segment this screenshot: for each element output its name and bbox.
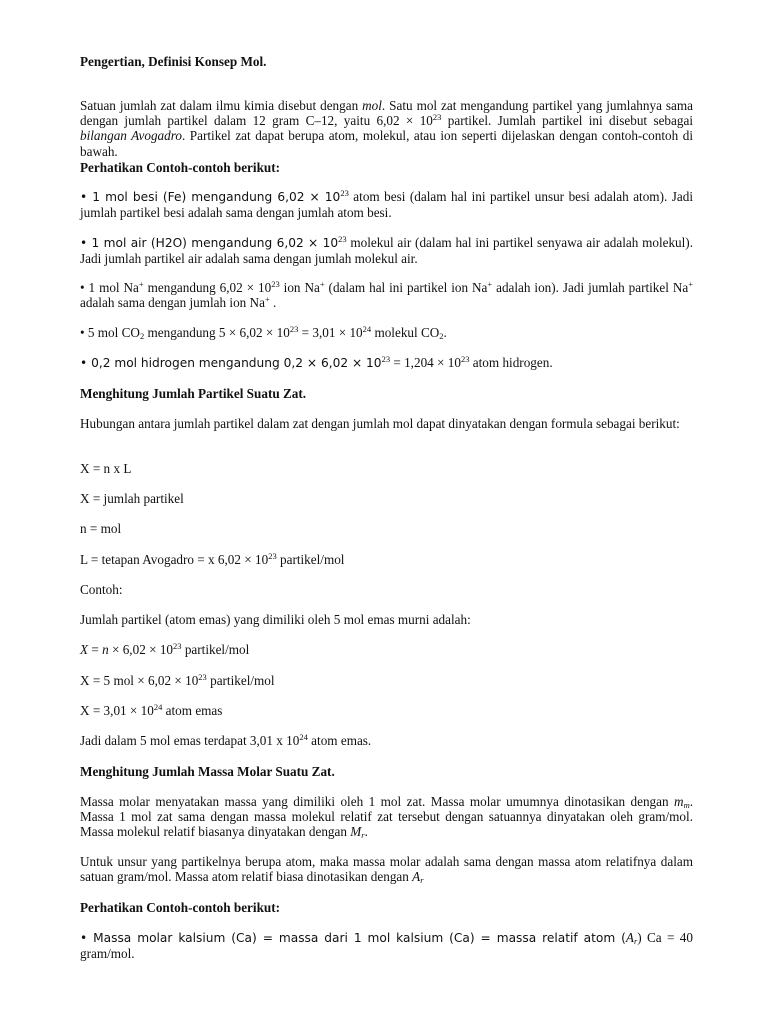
equation-step-1: $X = n \times 6,02 \times 10^{23}$ partikel/mol bbox=[80, 641, 250, 657]
heading-contoh-1: Perhatikan Contoh-contoh berikut: bbox=[80, 160, 281, 175]
formula-x-nl: X = n x L bbox=[80, 461, 132, 476]
contoh-label: Contoh: bbox=[80, 582, 123, 597]
bullet-kalsium: • Massa molar kalsium (Ca) = massa dari 1 mol kalsium (Ca) = massa relatif atom $(A_r) Ca = 40$ gram/mol. bbox=[80, 930, 693, 962]
paragraph-massa-molar: Massa molar menyatakan massa yang dimiliki oleh 1 mol zat. Massa molar umumnya dinotasikan dengan $m_m$. Massa 1 mol zat sama dengan massa molekul relatif zat tersebut dengan satuannya dinyatakan oleh gram/mol. Massa molekul relatif biasanya dinyatakan dengan $M_r$. bbox=[80, 794, 693, 841]
heading-massa-molar: Menghitung Jumlah Massa Molar Suatu Zat. bbox=[80, 764, 335, 779]
bullet-air: • 1 mol air (H2O) mengandung $6,02 \times 10^{23}$ molekul air (dalam hal ini partikel senyawa air adalah molekul). Jadi jumlah partikel air adalah sama dengan jumlah molekul air. bbox=[80, 234, 693, 267]
contoh-question: Jumlah partikel (atom emas) yang dimiliki oleh 5 mol emas murni adalah: bbox=[80, 612, 471, 627]
bullet-hidrogen: • 0,2 mol hidrogen mengandung $0,2 \times 6,02 \times 10^{23} = 1,204 \times 10^{23}$ atom hidrogen. bbox=[80, 354, 553, 370]
bullet-besi: • 1 mol besi (Fe) mengandung $6,02 \times 10^{23}$ atom besi (dalam hal ini partikel unsur besi adalah atom). Jadi jumlah partikel besi adalah sama dengan jumlah atom besi. bbox=[80, 188, 693, 221]
heading-contoh-2: Perhatikan Contoh-contoh berikut: bbox=[80, 900, 281, 915]
equation-step-2: X = 5 mol × $6,02 \times 10^{23}$ partikel/mol bbox=[80, 672, 275, 688]
formula-x-def: X = jumlah partikel bbox=[80, 491, 184, 506]
paragraph-hubungan: Hubungan antara jumlah partikel dalam zat dengan jumlah mol dapat dinyatakan dengan formula sebagai berikut: bbox=[80, 416, 680, 431]
bullet-co2: • 5 mol $CO_2$ mengandung $5 \times 6,02 \times 10^{23} = 3,01 \times 10^{24}$ molekul $CO_2$. bbox=[80, 324, 447, 341]
document-title: Pengertian, Definisi Konsep Mol. bbox=[80, 54, 267, 69]
equation-step-3: $X = 3,01 \times 10^{24}$ atom emas bbox=[80, 702, 223, 718]
formula-n-def: n = mol bbox=[80, 521, 122, 536]
intro-paragraph: Satuan jumlah zat dalam ilmu kimia disebut dengan mol. Satu mol zat mengandung partikel yang jumlahnya sama dengan jumlah partikel dalam 12 gram C–12, yaitu $6,02 \times 10^{23}$ partikel. Jumlah partikel ini disebut sebagai bilangan Avogadro. Partikel zat dapat berupa atom, molekul, atau ion seperti dijelaskan dengan contoh-contoh di bawah. bbox=[80, 98, 693, 159]
equation-conclusion: Jadi dalam 5 mol emas terdapat 3,01 x $10^{24}$ atom emas. bbox=[80, 732, 372, 748]
heading-jumlah-partikel: Menghitung Jumlah Partikel Suatu Zat. bbox=[80, 386, 307, 401]
bullet-natrium: • 1 mol Na+ mengandung $6,02 \times 10^{23}$ ion Na+ (dalam hal ini partikel ion Na+ adalah ion). Jadi jumlah partikel Na+ adalah sama dengan jumlah ion Na+ . bbox=[80, 279, 693, 311]
paragraph-unsur: Untuk unsur yang partikelnya berupa atom, maka massa molar adalah sama dengan massa atom relatifnya dalam satuan gram/mol. Massa atom relatif biasa dinotasikan dengan $A_r$ bbox=[80, 854, 693, 886]
formula-l-def: L = tetapan Avogadro = x $6,02 \times 10^{23}$ partikel/mol bbox=[80, 551, 345, 567]
